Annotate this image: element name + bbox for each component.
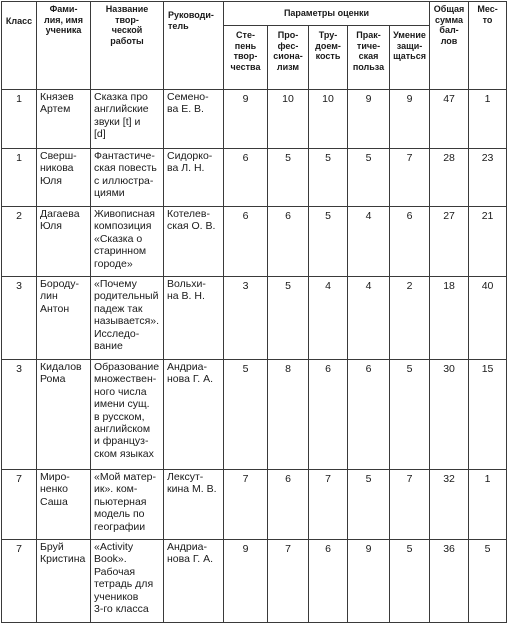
- cell-score: 7: [224, 470, 268, 540]
- cell-score: 5: [309, 207, 348, 277]
- cell-score: 2: [390, 277, 430, 360]
- cell-total: 27: [430, 207, 469, 277]
- cell-work: Сказка про английские звуки [t] и [d]: [91, 90, 164, 149]
- cell-score: 7: [390, 149, 430, 207]
- cell-score: 3: [224, 277, 268, 360]
- cell-work: «Activity Book». Рабочая тетрадь для учеников 3-го класса: [91, 540, 164, 623]
- cell-score: 4: [309, 277, 348, 360]
- cell-score: 5: [268, 149, 309, 207]
- cell-score: 4: [348, 207, 390, 277]
- cell-total: 18: [430, 277, 469, 360]
- cell-name: Сверш- никова Юля: [37, 149, 91, 207]
- cell-score: 6: [224, 207, 268, 277]
- cell-total: 36: [430, 540, 469, 623]
- cell-class: 3: [2, 277, 37, 360]
- cell-work: Живописная композиция «Сказка о старинном городе»: [91, 207, 164, 277]
- cell-score: 5: [268, 277, 309, 360]
- cell-score: 5: [390, 540, 430, 623]
- cell-score: 9: [224, 90, 268, 149]
- cell-place: 1: [469, 90, 507, 149]
- cell-score: 6: [309, 360, 348, 470]
- cell-name: Бороду- лин Антон: [37, 277, 91, 360]
- cell-class: 3: [2, 360, 37, 470]
- cell-score: 5: [309, 149, 348, 207]
- table-row: [2, 207, 507, 277]
- cell-class: 1: [2, 90, 37, 149]
- table-row: [2, 360, 507, 470]
- cell-supervisor: Лексут- кина М. В.: [164, 470, 224, 540]
- cell-supervisor: Котелев- ская О. В.: [164, 207, 224, 277]
- cell-score: 10: [268, 90, 309, 149]
- cell-class: 7: [2, 470, 37, 540]
- cell-score: 9: [390, 90, 430, 149]
- cell-score: 6: [224, 149, 268, 207]
- cell-total: 30: [430, 360, 469, 470]
- cell-score: 6: [309, 540, 348, 623]
- cell-total: 32: [430, 470, 469, 540]
- cell-name: Князев Артем: [37, 90, 91, 149]
- cell-supervisor: Вольхи- на В. Н.: [164, 277, 224, 360]
- cell-place: 21: [469, 207, 507, 277]
- cell-place: 15: [469, 360, 507, 470]
- cell-name: Миро- ненко Саша: [37, 470, 91, 540]
- cell-class: 1: [2, 149, 37, 207]
- cell-place: 1: [469, 470, 507, 540]
- header-work: Название твор- ческой работы: [91, 2, 164, 90]
- cell-name: Дагаева Юля: [37, 207, 91, 277]
- cell-score: 9: [224, 540, 268, 623]
- header-total: Общая сумма бал- лов: [430, 2, 469, 90]
- cell-score: 5: [390, 360, 430, 470]
- cell-name: Кидалов Рома: [37, 360, 91, 470]
- cell-name: Бруй Кристина: [37, 540, 91, 623]
- cell-score: 5: [224, 360, 268, 470]
- cell-score: 8: [268, 360, 309, 470]
- cell-total: 28: [430, 149, 469, 207]
- header-param-practical-use: Прак- тиче- ская польза: [348, 26, 390, 90]
- table-row: [2, 277, 507, 360]
- cell-total: 47: [430, 90, 469, 149]
- header-params-group: Параметры оценки: [224, 2, 430, 26]
- cell-work: Образование множествен- ного числа имени сущ. в русском, английском и француз- ском языках: [91, 360, 164, 470]
- cell-place: 40: [469, 277, 507, 360]
- cell-score: 10: [309, 90, 348, 149]
- scanned-document: [1, 1, 506, 621]
- header-supervisor: Руководи- тель: [164, 2, 224, 90]
- cell-score: 4: [348, 277, 390, 360]
- cell-place: 23: [469, 149, 507, 207]
- cell-work: «Мой матер- ик». ком- пьютерная модель по географии: [91, 470, 164, 540]
- table-row: [2, 540, 507, 623]
- cell-supervisor: Андриа- нова Г. А.: [164, 540, 224, 623]
- cell-score: 7: [390, 470, 430, 540]
- cell-score: 6: [268, 470, 309, 540]
- cell-score: 5: [348, 149, 390, 207]
- cell-score: 7: [268, 540, 309, 623]
- cell-supervisor: Сидорко- ва Л. Н.: [164, 149, 224, 207]
- header-param-professionalism: Про- фес- сиона- лизм: [268, 26, 309, 90]
- header-param-creativity: Сте- пень твор- чества: [224, 26, 268, 90]
- cell-score: 9: [348, 540, 390, 623]
- cell-supervisor: Семено- ва Е. В.: [164, 90, 224, 149]
- header-param-labor: Тру- доем- кость: [309, 26, 348, 90]
- cell-place: 5: [469, 540, 507, 623]
- cell-class: 7: [2, 540, 37, 623]
- header-name: Фами- лия, имя ученика: [37, 2, 91, 90]
- cell-score: 7: [309, 470, 348, 540]
- cell-supervisor: Андриа- нова Г. А.: [164, 360, 224, 470]
- cell-score: 9: [348, 90, 390, 149]
- cell-work: Фантастиче- ская повесть с иллюстра- циями: [91, 149, 164, 207]
- table-row: [2, 149, 507, 207]
- cell-work: «Почему родительный падеж так называется». Исследо- вание: [91, 277, 164, 360]
- cell-score: 6: [348, 360, 390, 470]
- header-class: Класс: [2, 2, 37, 90]
- cell-class: 2: [2, 207, 37, 277]
- header-param-defense: Умение защи- щаться: [390, 26, 430, 90]
- cell-score: 6: [268, 207, 309, 277]
- cell-score: 6: [390, 207, 430, 277]
- cell-score: 5: [348, 470, 390, 540]
- table-row: [2, 470, 507, 540]
- table-row: [2, 90, 507, 149]
- evaluation-table: [1, 1, 507, 623]
- header-place: Мес- то: [469, 2, 507, 90]
